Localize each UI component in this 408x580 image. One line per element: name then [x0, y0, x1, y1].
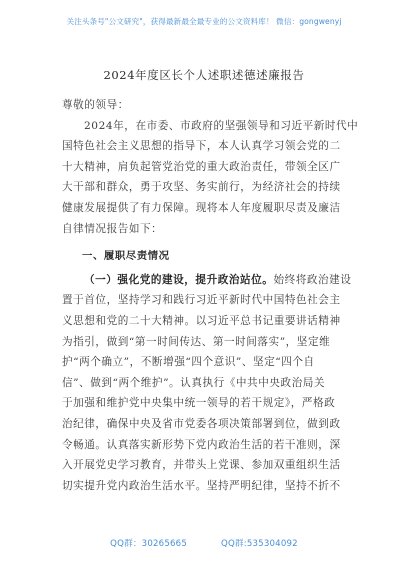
body-line: 于加强和维护党中央集中统一领导的若干规定》，严格政 — [62, 397, 336, 410]
body-line: 义思想和党的二十大精神。以习近平总书记重要讲话精神 — [62, 314, 341, 327]
intro-line: 大干部和群众，勇于攻坚、务实前行，为经济社会的持续 — [62, 181, 341, 194]
body-line: 切实提升党内政治生活水平。坚持严明纪律，坚持不折不 — [62, 479, 341, 492]
body-line: 为指引，做到“第一时间传达、第一时间落实”，坚定维 — [62, 335, 331, 348]
body-line: 置于首位，坚持学习和践行习近平新时代中国特色社会主 — [62, 294, 341, 307]
body-line: 令畅通。认真落实新形势下党内政治生活的若干准则，深 — [62, 438, 341, 451]
intro-line: 自律情况报告如下： — [62, 222, 163, 235]
intro-line: 2024年，在市委、市政府的坚强领导和习近平新时代中 — [84, 119, 359, 132]
body-line: 入开展党史学习教育，并带头上党课、参加双重组织生活 — [62, 459, 341, 472]
intro-line: 健康发展提供了有力保障。现将本人年度履职尽责及廉洁 — [62, 201, 341, 214]
body-line: 护“两个确立”，不断增强“四个意识”、坚定“四个自 — [62, 356, 315, 369]
document-title: 2024年度区长个人述职述德述廉报告 — [103, 68, 305, 82]
top-promo-banner: 关注头条号"公文研究"，获得最新最全最专业的公文资料库！ 微信：gongwenyj — [66, 17, 342, 26]
intro-line: 十大精神，肩负起管党治党的重大政治责任，带领全区广 — [62, 160, 341, 173]
footer-contact — [0, 537, 408, 549]
body-line: 信”、做到“两个维护”。认真执行《中共中央政治局关 — [62, 376, 326, 389]
qq-group-2: QQ群:535304092 — [221, 539, 298, 549]
body-line: 治纪律，确保中央及省市党委各项决策部署到位，做到政 — [62, 417, 341, 430]
qq-group-1: QQ群：30265665 — [110, 539, 188, 549]
intro-line: 国特色社会主义思想的指导下，本人认真学习领会党的二 — [62, 140, 341, 153]
salutation: 尊敬的领导： — [62, 99, 129, 111]
subsection-heading: （一）强化党的建设，提升政治站位。 — [84, 273, 274, 286]
section-heading: 一、履职尽责情况 — [82, 250, 170, 263]
document-body — [62, 95, 358, 496]
subsection-first-line — [62, 270, 358, 291]
subsection-text: 始终将政治建设 — [273, 273, 352, 286]
